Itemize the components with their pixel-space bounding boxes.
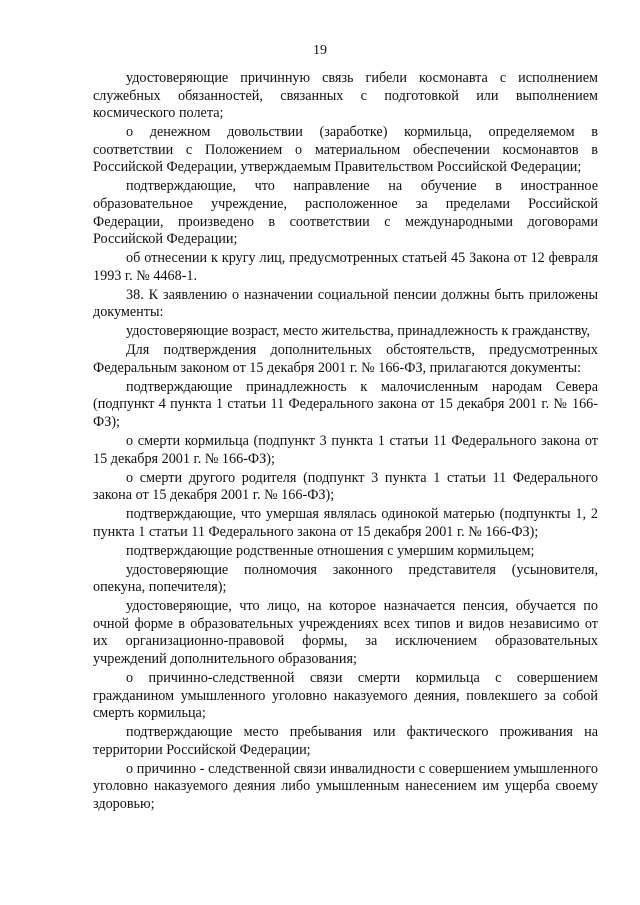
paragraph-residence-russia: подтверждающие место пребывания или фактического проживания на территории Российской Федерации;	[93, 724, 598, 758]
paragraph-single-mother: подтверждающие, что умершая являлась одинокой матерью (подпункты 1, 2 пункта 1 статьи 11 Федерального закона от 15 декабря 2001 г. № 166-ФЗ);	[93, 506, 598, 540]
paragraph-disability-criminal-link: о причинно - следственной связи инвалидности с совершением умышленного уголовно наказуемого деяния либо умышленным нанесением им ущерба своему здоровью;	[93, 760, 598, 812]
document-body	[93, 70, 598, 815]
paragraph-breadwinner-allowance: о денежном довольствии (заработке) кормильца, определяемом в соответствии с Положением о материальном обеспечении космонавтов в Российской Федерации, утверждаемым Правительством Российской Федерации;	[93, 124, 598, 176]
paragraph-article-45: об отнесении к кругу лиц, предусмотренных статьей 45 Закона от 12 февраля 1993 г. № 4468-1.	[93, 250, 598, 284]
paragraph-item-38: 38. К заявлению о назначении социальной пенсии должны быть приложены документы:	[93, 286, 598, 321]
paragraph-breadwinner-death: о смерти кормильца (подпункт 3 пункта 1 статьи 11 Федерального закона от 15 декабря 2001 г. № 166-ФЗ);	[93, 433, 598, 467]
paragraph-cosmonaut-death-link: удостоверяющие причинную связь гибели космонавта с исполнением служебных обязанностей, связанных с подготовкой или выполнением космического полета;	[93, 70, 598, 122]
page-number: 19	[313, 43, 327, 58]
paragraph-age-residence-citizenship: удостоверяющие возраст, место жительства, принадлежность к гражданству,	[126, 323, 591, 340]
paragraph-full-time-study: удостоверяющие, что лицо, на которое назначается пенсия, обучается по очной форме в образовательных учреждениях всех типов и видов независимо от их организационно-правовой формы, за исключением образовательных учреждений дополнительного образования;	[93, 598, 598, 668]
paragraph-kinship: подтверждающие родственные отношения с умершим кормильцем;	[126, 542, 535, 559]
paragraph-northern-peoples: подтверждающие принадлежность к малочисленным народам Севера (подпункт 4 пункта 1 статьи 11 Федерального закона от 15 декабря 2001 г. № 166-ФЗ);	[93, 378, 598, 431]
paragraph-other-parent-death: о смерти другого родителя (подпункт 3 пункта 1 статьи 11 Федерального закона от 15 декабря 2001 г. № 166-ФЗ);	[93, 469, 598, 504]
paragraph-additional-circumstances: Для подтверждения дополнительных обстоятельств, предусмотренных Федеральным законом от 15 декабря 2001 г. № 166-ФЗ, прилагаются документы:	[93, 342, 598, 376]
paragraph-legal-representative: удостоверяющие полномочия законного представителя (усыновителя, опекуна, попечителя);	[93, 561, 598, 596]
paragraph-foreign-education: подтверждающие, что направление на обучение в иностранное образовательное учреждение, расположенное за пределами Российской Федерации, произведено в соответствии с международными договорами Российской Федерации;	[93, 178, 598, 248]
paragraph-criminal-death-link: о причинно-следственной связи смерти кормильца с совершением гражданином умышленного уголовно наказуемого деяния, повлекшего за собой смерть кормильца;	[93, 670, 598, 722]
